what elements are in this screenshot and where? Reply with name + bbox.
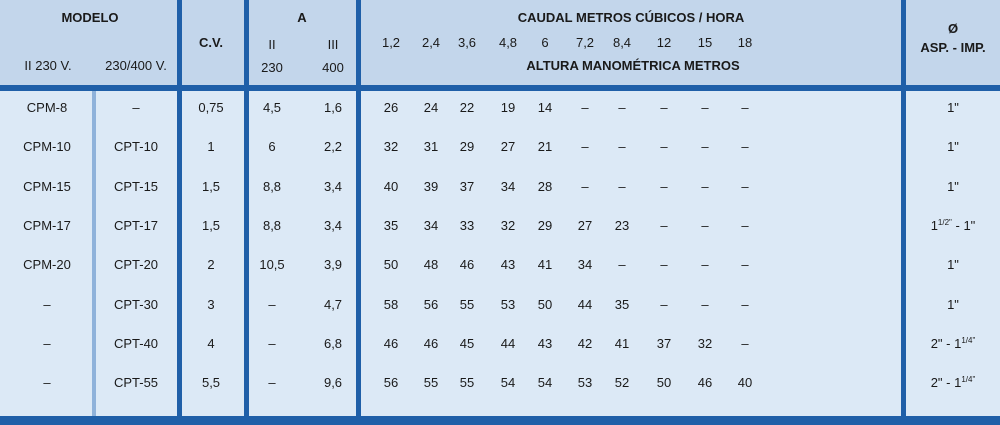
amp-230-volt: 230 <box>261 60 283 75</box>
head-value-cell: 54 <box>500 375 516 390</box>
head-value-cell: 40 <box>737 375 753 390</box>
head-value-cell: 55 <box>423 375 439 390</box>
diameter-fraction: 1/4" <box>961 375 976 384</box>
head-value-cell: – <box>581 179 589 194</box>
cv-heading: C.V. <box>198 35 224 50</box>
head-value-cell: 55 <box>459 297 475 312</box>
flow-value-heading: 4,8 <box>498 35 518 50</box>
head-value-cell: 54 <box>537 375 553 390</box>
column-separator <box>356 0 361 416</box>
amp-400-phase: III <box>327 37 339 52</box>
head-value-cell: 35 <box>614 297 630 312</box>
head-value-cell: 41 <box>537 257 553 272</box>
flow-value-heading: 2,4 <box>421 35 441 50</box>
head-value-cell: – <box>701 218 709 233</box>
head-value-cell: – <box>701 139 709 154</box>
column-separator <box>244 0 249 416</box>
model-400v-cell: CPT-17 <box>113 218 159 233</box>
diameter-cell <box>947 180 959 193</box>
model-230v-heading: II 230 V. <box>24 58 72 73</box>
diameter-cell <box>947 101 959 114</box>
head-value-cell: 48 <box>423 257 439 272</box>
head-value-cell: 50 <box>656 375 672 390</box>
head-value-cell: 40 <box>383 179 399 194</box>
flow-value-heading: 1,2 <box>381 35 401 50</box>
head-value-cell: 29 <box>537 218 553 233</box>
head-value-cell: 44 <box>577 297 593 312</box>
model-400v-cell: CPT-10 <box>113 139 159 154</box>
model-230v-cell: CPM-8 <box>26 100 68 115</box>
bottom-bar <box>0 416 1000 425</box>
amp-400-cell: 1,6 <box>323 100 343 115</box>
head-value-cell: – <box>741 257 749 272</box>
diameter-cell <box>931 376 976 389</box>
head-value-cell: 44 <box>500 336 516 351</box>
diameter-main: 1" <box>947 100 959 115</box>
head-value-cell: 21 <box>537 139 553 154</box>
head-value-cell: 24 <box>423 100 439 115</box>
head-heading: ALTURA MANOMÉTRICA METROS <box>526 58 740 73</box>
diameter-cell <box>947 140 959 153</box>
amp-400-cell: 6,8 <box>323 336 343 351</box>
head-value-cell: 34 <box>500 179 516 194</box>
diameter-cell <box>947 258 959 271</box>
head-value-cell: 46 <box>697 375 713 390</box>
flow-value-heading: 7,2 <box>575 35 595 50</box>
column-separator <box>901 0 906 416</box>
amp-400-volt: 400 <box>322 60 344 75</box>
head-value-cell: 55 <box>459 375 475 390</box>
amp-230-cell: 4,5 <box>262 100 282 115</box>
head-value-cell: 43 <box>537 336 553 351</box>
head-value-cell: – <box>618 139 626 154</box>
head-value-cell: 58 <box>383 297 399 312</box>
head-value-cell: 19 <box>500 100 516 115</box>
head-value-cell: – <box>618 179 626 194</box>
amp-400-cell: 4,7 <box>323 297 343 312</box>
head-value-cell: 56 <box>383 375 399 390</box>
cv-cell: 5,5 <box>201 375 221 390</box>
head-value-cell: 53 <box>500 297 516 312</box>
model-400v-cell: CPT-55 <box>113 375 159 390</box>
head-value-cell: 23 <box>614 218 630 233</box>
diameter-main: 1" <box>947 179 959 194</box>
amp-230-cell: 8,8 <box>262 179 282 194</box>
diameter-main: 1" <box>947 297 959 312</box>
amp-230-cell: – <box>268 336 276 351</box>
head-value-cell: 27 <box>577 218 593 233</box>
model-400v-cell: CPT-20 <box>113 257 159 272</box>
head-value-cell: – <box>660 257 668 272</box>
head-value-cell: – <box>741 100 749 115</box>
modelo-heading: MODELO <box>61 10 119 25</box>
amp-230-cell: 10,5 <box>259 257 285 272</box>
head-value-cell: 26 <box>383 100 399 115</box>
cv-cell: 0,75 <box>198 100 224 115</box>
amp-400-cell: 9,6 <box>323 375 343 390</box>
model-230v-cell: CPM-20 <box>23 257 71 272</box>
head-value-cell: 28 <box>537 179 553 194</box>
head-value-cell: – <box>701 257 709 272</box>
amp-230-cell: – <box>268 375 276 390</box>
diameter-main: 1" <box>947 257 959 272</box>
header-divider <box>0 85 1000 91</box>
head-value-cell: 14 <box>537 100 553 115</box>
amp-400-cell: 3,9 <box>323 257 343 272</box>
head-value-cell: 41 <box>614 336 630 351</box>
head-value-cell: – <box>660 139 668 154</box>
head-value-cell: 33 <box>459 218 475 233</box>
diameter-main: 2" - 1 <box>930 375 962 390</box>
amp-230-cell: 8,8 <box>262 218 282 233</box>
diameter-cell <box>947 298 959 311</box>
head-value-cell: 45 <box>459 336 475 351</box>
diameter-fraction: 1/4" <box>961 336 976 345</box>
flow-value-heading: 8,4 <box>612 35 632 50</box>
head-value-cell: 52 <box>614 375 630 390</box>
diameter-main: 1 <box>930 218 938 233</box>
diameter-suffix: - 1" <box>951 218 976 233</box>
amp-230-phase: II <box>268 37 276 52</box>
head-value-cell: 31 <box>423 139 439 154</box>
head-value-cell: – <box>660 218 668 233</box>
cv-cell: 1,5 <box>201 179 221 194</box>
head-value-cell: – <box>581 139 589 154</box>
amp-230-cell: 6 <box>268 139 276 154</box>
head-value-cell: 46 <box>383 336 399 351</box>
head-value-cell: 50 <box>383 257 399 272</box>
head-value-cell: – <box>741 297 749 312</box>
head-value-cell: 37 <box>656 336 672 351</box>
head-value-cell: 43 <box>500 257 516 272</box>
head-value-cell: 32 <box>500 218 516 233</box>
head-value-cell: 34 <box>423 218 439 233</box>
head-value-cell: 34 <box>577 257 593 272</box>
head-value-cell: – <box>701 297 709 312</box>
model-230v-cell: CPM-10 <box>23 139 71 154</box>
head-value-cell: 42 <box>577 336 593 351</box>
model-subseparator <box>92 91 96 416</box>
amp-400-cell: 3,4 <box>323 179 343 194</box>
head-value-cell: – <box>660 100 668 115</box>
head-value-cell: 35 <box>383 218 399 233</box>
diameter-fraction: 1/2" <box>937 218 952 227</box>
amp-400-cell: 3,4 <box>323 218 343 233</box>
head-value-cell: – <box>741 179 749 194</box>
diameter-symbol: Ø <box>947 21 959 36</box>
head-value-cell: – <box>660 297 668 312</box>
model-400v-cell: CPT-15 <box>113 179 159 194</box>
head-value-cell: – <box>741 336 749 351</box>
flow-value-heading: 18 <box>737 35 753 50</box>
cv-cell: 3 <box>207 297 215 312</box>
body-band <box>0 85 1000 416</box>
head-value-cell: 22 <box>459 100 475 115</box>
head-value-cell: 29 <box>459 139 475 154</box>
diameter-heading: ASP. - IMP. <box>920 40 986 55</box>
head-value-cell: 32 <box>697 336 713 351</box>
head-value-cell: 50 <box>537 297 553 312</box>
head-value-cell: 46 <box>423 336 439 351</box>
head-value-cell: – <box>618 100 626 115</box>
head-value-cell: – <box>741 218 749 233</box>
flow-value-heading: 12 <box>656 35 672 50</box>
cv-cell: 1,5 <box>201 218 221 233</box>
flow-value-heading: 6 <box>541 35 549 50</box>
diameter-main: 2" - 1 <box>930 336 962 351</box>
cv-cell: 1 <box>207 139 215 154</box>
cv-cell: 4 <box>207 336 215 351</box>
model-230v-cell: – <box>43 375 51 390</box>
amp-230-cell: – <box>268 297 276 312</box>
flow-heading: CAUDAL METROS CÚBICOS / HORA <box>517 10 745 25</box>
model-400v-cell: – <box>132 100 140 115</box>
head-value-cell: 27 <box>500 139 516 154</box>
head-value-cell: 37 <box>459 179 475 194</box>
head-value-cell: 39 <box>423 179 439 194</box>
cv-cell: 2 <box>207 257 215 272</box>
amp-400-cell: 2,2 <box>323 139 343 154</box>
head-value-cell: – <box>581 100 589 115</box>
head-value-cell: – <box>618 257 626 272</box>
model-400v-cell: CPT-30 <box>113 297 159 312</box>
head-value-cell: 46 <box>459 257 475 272</box>
model-230v-cell: CPM-17 <box>23 218 71 233</box>
diameter-main: 1" <box>947 139 959 154</box>
diameter-cell <box>931 337 976 350</box>
head-value-cell: – <box>741 139 749 154</box>
column-separator <box>177 0 182 416</box>
model-400v-cell: CPT-40 <box>113 336 159 351</box>
head-value-cell: 56 <box>423 297 439 312</box>
head-value-cell: 32 <box>383 139 399 154</box>
model-230v-cell: – <box>43 336 51 351</box>
diameter-cell <box>931 219 976 232</box>
model-400v-heading: 230/400 V. <box>105 58 167 73</box>
head-value-cell: – <box>660 179 668 194</box>
amp-heading: A <box>297 10 307 25</box>
model-230v-cell: CPM-15 <box>23 179 71 194</box>
flow-value-heading: 15 <box>697 35 713 50</box>
model-230v-cell: – <box>43 297 51 312</box>
head-value-cell: – <box>701 100 709 115</box>
head-value-cell: 53 <box>577 375 593 390</box>
flow-value-heading: 3,6 <box>457 35 477 50</box>
head-value-cell: – <box>701 179 709 194</box>
